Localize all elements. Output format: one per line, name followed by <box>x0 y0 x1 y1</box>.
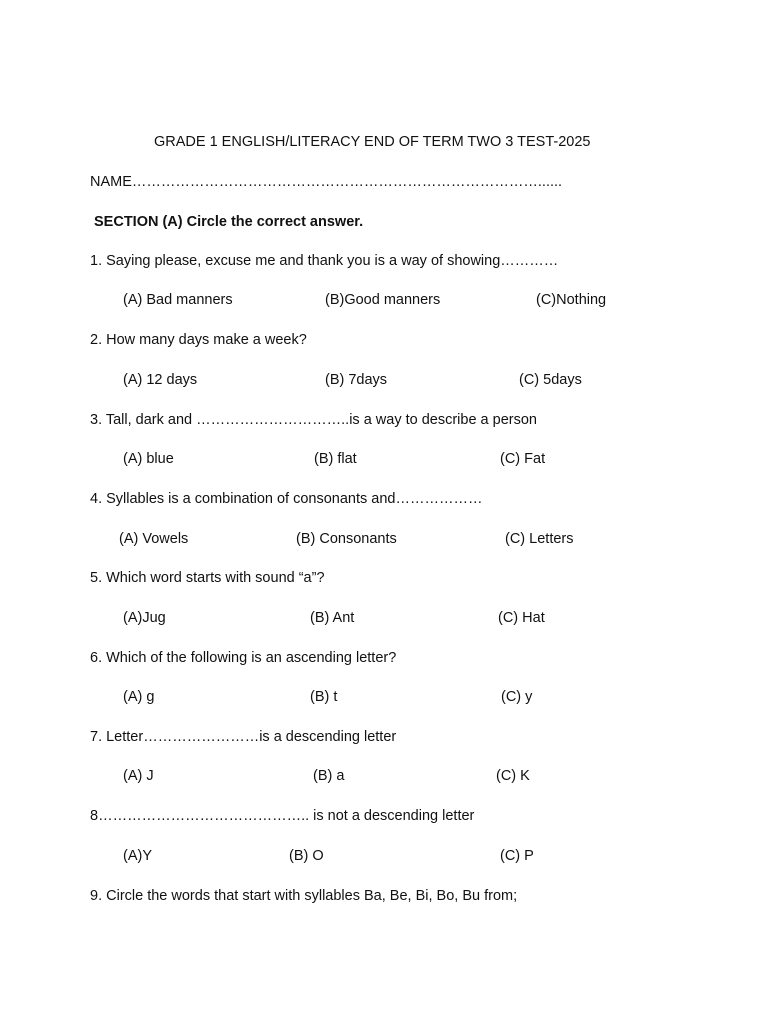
q8-option-a[interactable]: (A)Y <box>123 848 152 864</box>
question-2: 2. How many days make a week? <box>90 332 307 348</box>
question-3: 3. Tall, dark and …………………………..is a way to describe a person <box>90 412 537 428</box>
question-4: 4. Syllables is a combination of consonants and……………… <box>90 491 483 507</box>
q2-option-a[interactable]: (A) 12 days <box>123 372 198 388</box>
q4-option-b[interactable]: (B) Consonants <box>296 531 397 547</box>
q7-option-b[interactable]: (B) a <box>313 768 345 784</box>
section-heading: SECTION (A) Circle the correct answer. <box>94 214 364 230</box>
page-title: GRADE 1 ENGLISH/LITERACY END OF TERM TWO 3 TEST-2025 <box>154 134 591 150</box>
question-6: 6. Which of the following is an ascending letter? <box>90 650 397 666</box>
question-7: 7. Letter……………………is a descending letter <box>90 729 397 745</box>
name-field-line[interactable]: NAME…………………………………………………………………………...... <box>90 174 563 190</box>
q1-option-a[interactable]: (A) Bad manners <box>123 292 233 308</box>
q7-option-a[interactable]: (A) J <box>123 768 154 784</box>
q2-option-c[interactable]: (C) 5days <box>519 372 582 388</box>
q4-option-a[interactable]: (A) Vowels <box>119 531 189 547</box>
q4-option-c[interactable]: (C) Letters <box>505 531 574 547</box>
q1-option-c[interactable]: (C)Nothing <box>536 292 607 308</box>
question-5: 5. Which word starts with sound “a”? <box>90 570 325 586</box>
q2-option-b[interactable]: (B) 7days <box>325 372 388 388</box>
q6-option-a[interactable]: (A) g <box>123 689 155 705</box>
q3-option-b[interactable]: (B) flat <box>314 451 357 467</box>
q8-option-c[interactable]: (C) P <box>500 848 534 864</box>
q5-option-c[interactable]: (C) Hat <box>498 610 545 626</box>
q5-option-b[interactable]: (B) Ant <box>310 610 355 626</box>
q3-option-a[interactable]: (A) blue <box>123 451 174 467</box>
q1-option-b[interactable]: (B)Good manners <box>325 292 441 308</box>
q5-option-a[interactable]: (A)Jug <box>123 610 166 626</box>
q8-option-b[interactable]: (B) O <box>289 848 324 864</box>
question-8: 8…………………………………….. is not a descending letter <box>90 808 475 824</box>
q7-option-c[interactable]: (C) K <box>496 768 530 784</box>
question-1: 1. Saying please, excuse me and thank you is a way of showing………… <box>90 253 559 269</box>
question-9: 9. Circle the words that start with syllables Ba, Be, Bi, Bo, Bu from; <box>90 888 518 904</box>
q6-option-b[interactable]: (B) t <box>310 689 338 705</box>
q6-option-c[interactable]: (C) y <box>501 689 533 705</box>
q3-option-c[interactable]: (C) Fat <box>500 451 546 467</box>
